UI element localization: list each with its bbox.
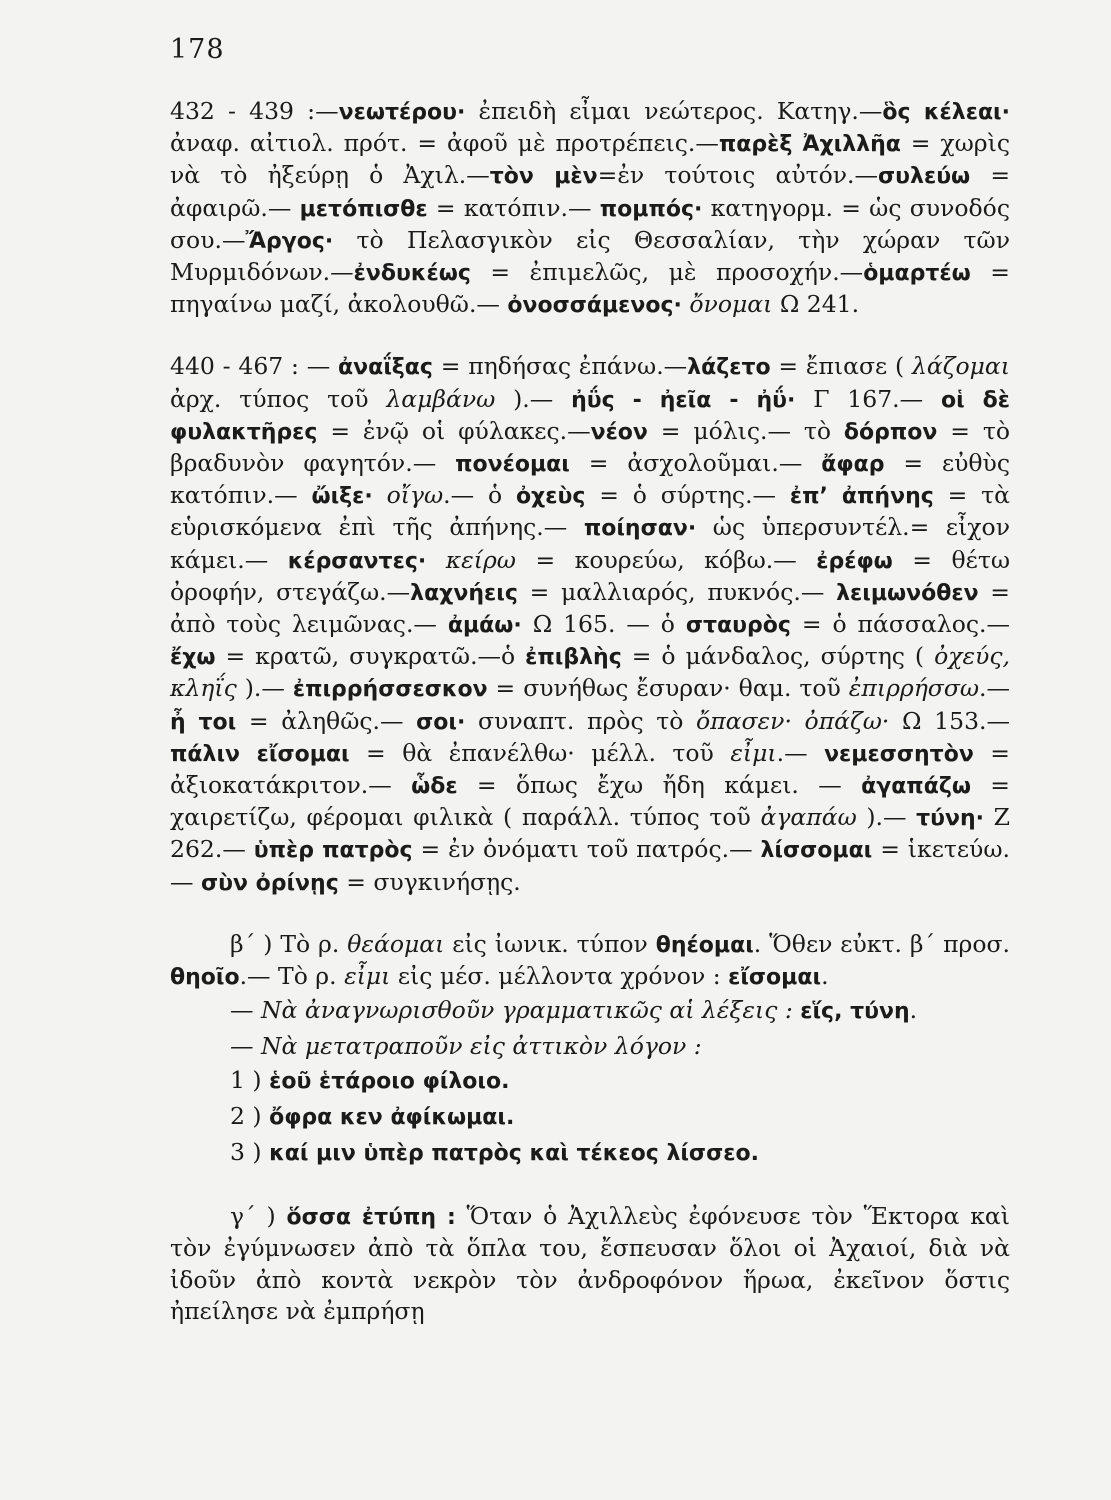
- gloss-text: ).—: [856, 803, 917, 832]
- gloss-text: κατηγορμ. = ὡς συνοδός σου.—: [170, 193, 1010, 254]
- headword: πονέομαι: [455, 452, 570, 478]
- italic-reference: κείρω: [426, 545, 516, 574]
- gloss-text: 432 - 439 :—: [170, 97, 339, 125]
- italic-reference: ὄπασεν· ὀπάζω·: [696, 706, 890, 735]
- headword: ὀνοσσάμενος·: [507, 293, 682, 319]
- gloss-text: συναπτ. πρὸς τὸ: [465, 706, 697, 735]
- commentary-440-467: [170, 351, 1010, 898]
- headword: λαχνήεις: [410, 580, 518, 606]
- page-number: 178: [170, 34, 225, 65]
- gloss-text: = ἱκετεύω. —: [170, 835, 1010, 896]
- gloss-text: εἰς μέσ. μέλλοντα χρόνον :: [390, 962, 729, 991]
- exercise-beta-task-convert: — Νὰ μετατραποῦν εἰς ἀττικὸν λόγον :: [230, 1032, 702, 1061]
- italic-reference: ὄνομαι: [681, 290, 773, 319]
- headword: σταυρὸς: [685, 613, 791, 639]
- italic-reference: εἶμι: [344, 962, 391, 991]
- gloss-text: . Ὅθεν εὐκτ. β΄ προσ.: [753, 929, 1010, 958]
- item-text: ὄφρα κεν ἀφίκωμαι.: [269, 1105, 515, 1131]
- headword: ἐπιβλὴς: [525, 645, 622, 671]
- item-number: 1 ): [230, 1066, 262, 1095]
- gloss-text: Γ 167.—: [795, 384, 941, 413]
- gloss-text: .: [909, 996, 918, 1025]
- gloss-text: = πηγαίνω μαζί, ἀκολουθῶ.—: [170, 258, 1010, 319]
- headword: ἀγαπάζω: [861, 774, 971, 800]
- headword: οἱ δὲ φυλακτῆρες: [170, 387, 1011, 445]
- headword: ἠΰς - ἠεῖα - ἠΰ·: [571, 387, 796, 413]
- gloss-text: = ἔπιασε (: [770, 352, 912, 381]
- gloss-text: .: [821, 962, 829, 991]
- item-text: ἑοῦ ἑτάροιο φίλοιο.: [269, 1069, 510, 1095]
- gloss-text: = κουρεύω, κόβω.—: [515, 545, 817, 574]
- gloss-text: = χωρὶς νὰ τὸ ἠξεύρῃ ὁ Ἀχιλ.—: [170, 129, 1010, 190]
- gloss-text: = εὐθὺς κατόπιν.—: [170, 449, 1011, 510]
- gloss-text: = θὰ ἐπανέλθω· μέλλ. τοῦ: [349, 738, 731, 767]
- gloss-text: = θέτω ὀροφήν, στεγάζω.—: [170, 545, 1010, 606]
- gloss-text: = συγκινήσῃς.: [338, 867, 521, 896]
- gloss-text: εἰς ἰωνικ. τύπον: [444, 929, 656, 958]
- gloss-text: = ὁ μάνδαλος, σύρτης (: [621, 642, 935, 671]
- italic-reference: οἴγω: [372, 481, 444, 510]
- headword: σοι·: [416, 709, 466, 735]
- exercise-beta-task-identify: [170, 993, 1010, 1029]
- headword: ἐπιρρήσσεσκον: [292, 677, 488, 703]
- gloss-text: Ω 241.: [772, 290, 860, 319]
- gloss-text: ἐπειδὴ εἶμαι νεώτερος. Κατηγ.—: [465, 97, 883, 125]
- gloss-text: = ἀσχολοῦμαι.—: [569, 449, 822, 478]
- headword: πομπός·: [599, 196, 703, 222]
- headword: ἐρέφω: [816, 548, 893, 574]
- gloss-text: = ὁ πάσσαλος.—: [790, 610, 1010, 639]
- italic-reference: εἶμι: [730, 738, 777, 767]
- gloss-text: = μόλις.— τὸ: [647, 416, 844, 445]
- gloss-text: ).—: [236, 674, 293, 703]
- headword: κέρσαντες·: [287, 548, 427, 574]
- page-body: [170, 96, 1010, 1327]
- gloss-text: = χαιρετίζω, φέρομαι φιλικὰ ( παράλλ. τύπος τοῦ: [170, 771, 1010, 832]
- gloss-text: = ὅπως ἔχω ἤδη κάμει. —: [457, 771, 862, 800]
- italic-reference: λάζομαι: [911, 352, 1010, 381]
- headword: ποίησαν·: [583, 516, 697, 542]
- gloss-text: = ἀφαιρῶ.—: [170, 161, 1011, 222]
- headword: ὧδε: [411, 774, 458, 800]
- exercise-beta-item: [170, 1063, 1010, 1099]
- headword: Ἄργος·: [245, 228, 334, 254]
- headword: ἀναΐξας: [338, 355, 433, 381]
- gloss-text: = ἐπιμελῶς, μὲ προσοχήν.—: [470, 258, 864, 287]
- exercise-gamma: [170, 1201, 1010, 1327]
- gloss-text: .— ὁ: [443, 481, 516, 510]
- headword: λειμωνόθεν: [836, 580, 979, 606]
- headword: ἄφαρ: [821, 452, 885, 478]
- gloss-text: = τὸ βραδυνὸν φαγητόν.—: [170, 416, 1010, 478]
- gloss-text: Ζ 262.—: [170, 803, 1010, 864]
- gloss-text: ).—: [495, 384, 572, 413]
- gloss-text: 440 - 467 : —: [170, 352, 338, 381]
- italic-reference: θεάομαι: [347, 929, 445, 958]
- headword: ὃς κέλεαι·: [882, 100, 1010, 125]
- headword: ἦ τοι: [170, 709, 237, 735]
- gloss-text: .—: [979, 674, 1011, 703]
- gloss-text: .— Τὸ ρ.: [239, 962, 345, 991]
- headword: ὑπὲρ πατρὸς: [253, 838, 413, 864]
- headword: νέον: [590, 419, 648, 445]
- gloss-text: = πηδήσας ἐπάνω.—: [432, 352, 688, 381]
- headword: ὤιξε·: [311, 484, 373, 510]
- headword: λάζετο: [687, 355, 771, 381]
- gloss-text: = ὁ σύρτης.—: [585, 481, 790, 510]
- headword: τὸν μὲν: [489, 164, 598, 190]
- gloss-text: = κατόπιν.—: [427, 193, 600, 222]
- gloss-text: Ὅταν ὁ Ἀχιλλεὺς ἐφόνευσε τὸν Ἕκτορα καὶ τὸν ἐγύμνωσεν ἀπὸ τὰ ὅπλα του, ἔσπευσαν ὅλοι οἱ Ἀχαιοί, διὰ νὰ ἰδοῦν ἀπὸ κοντὰ νεκρὸν τὸν ἀνδροφόνον ἥρωα, ἐκεῖνον ὅστις ἠπείλησε νὰ ἐμπρήσῃ: [170, 1202, 1010, 1325]
- exercise-beta-item-list: [170, 1063, 1010, 1171]
- headword: θηοῖο: [170, 965, 240, 991]
- gloss-text: = μαλλιαρός, πυκνός.—: [517, 577, 837, 606]
- headword: ἐπ’ ἀπήνης: [789, 484, 934, 510]
- item-number: 3 ): [230, 1138, 262, 1167]
- gloss-text: = τὰ εὑρισκόμενα ἐπὶ τῆς ἀπήνης.—: [170, 481, 1010, 542]
- italic-reference: ἐπιρρήσσω: [848, 674, 980, 703]
- exercise-beta: [170, 929, 1010, 993]
- headword: εἴσομαι: [728, 965, 822, 991]
- exercise-beta-item: [170, 1135, 1010, 1171]
- gloss-text: = κρατῶ, συγκρατῶ.—ὁ: [215, 642, 526, 671]
- headword: εἵς, τύνη: [800, 999, 910, 1025]
- headword: λίσσομαι: [760, 838, 873, 864]
- item-number: 2 ): [230, 1102, 262, 1131]
- headword: δόρπον: [843, 419, 938, 445]
- italic-reference: — Νὰ ἀναγνωρισθοῦν γραμματικῶς αἱ λέξεις :: [230, 996, 801, 1025]
- gloss-text: .—: [776, 738, 825, 767]
- headword: πάλιν εἴσομαι: [170, 741, 350, 767]
- gloss-text: = ἀπὸ τοὺς λειμῶνας.—: [170, 577, 1010, 639]
- headword: ἔχω: [170, 645, 216, 671]
- headword: ἐνδυκέως: [353, 261, 471, 287]
- item-text: καί μιν ὑπὲρ πατρὸς καὶ τέκεος λίσσεο.: [269, 1141, 759, 1167]
- gloss-text: Ω 165. — ὁ: [521, 610, 686, 639]
- headword: νεωτέρου·: [338, 100, 466, 125]
- gloss-text: =ἐν τούτοις αὐτόν.—: [597, 161, 879, 190]
- gloss-text: = συνήθως ἔσυραν· θαμ. τοῦ: [487, 674, 849, 703]
- gloss-text: ἀναφ. αἰτιολ. πρότ. = ἀφοῦ μὲ προτρέπεις.—: [170, 129, 719, 158]
- gloss-text: γ΄ ): [230, 1202, 287, 1231]
- headword: μετόπισθε: [299, 196, 428, 222]
- gloss-text: ὡς ὑπερσυντέλ.= εἶχον κάμει.—: [170, 513, 1010, 574]
- headword: παρὲξ Ἀχιλλῆα: [718, 132, 901, 158]
- headword: ὀχεὺς: [515, 484, 586, 510]
- italic-reference: ὀχεύς, κληΐς: [170, 642, 1010, 703]
- headword: σὺν ὀρίνῃς: [200, 870, 339, 896]
- headword: ἀμάω·: [447, 613, 522, 639]
- headword: θηέομαι: [655, 932, 754, 958]
- headword: νεμεσσητὸν: [824, 741, 974, 767]
- gloss-text: β΄ ) Τὸ ρ.: [230, 929, 348, 958]
- gloss-text: = ἐνῷ οἱ φύλακες.—: [317, 416, 591, 445]
- gloss-text: = ἐν ὀνόματι τοῦ πατρός.—: [412, 835, 761, 864]
- gloss-text: = ἀληθῶς.—: [236, 706, 417, 735]
- commentary-432-439: [170, 96, 1010, 321]
- headword: ὁμαρτέω: [863, 261, 971, 287]
- exercise-beta-item: [170, 1099, 1010, 1135]
- gloss-text: Ω 153.—: [889, 706, 1011, 735]
- headword: συλεύω: [878, 164, 971, 190]
- headword: ὅσσα ἐτύπη :: [286, 1205, 456, 1231]
- gloss-text: τὸ Πελασγικὸν εἰς Θεσσαλίαν, τὴν χώραν τῶν Μυρμιδόνων.—: [170, 225, 1010, 287]
- headword: τύνη·: [916, 806, 985, 832]
- italic-reference: ἀγαπάω: [760, 803, 857, 832]
- gloss-text: = ἀξιοκατάκριτον.—: [170, 738, 1010, 800]
- italic-reference: λαμβάνω: [386, 384, 496, 413]
- gloss-text: ἀρχ. τύπος τοῦ: [170, 384, 387, 413]
